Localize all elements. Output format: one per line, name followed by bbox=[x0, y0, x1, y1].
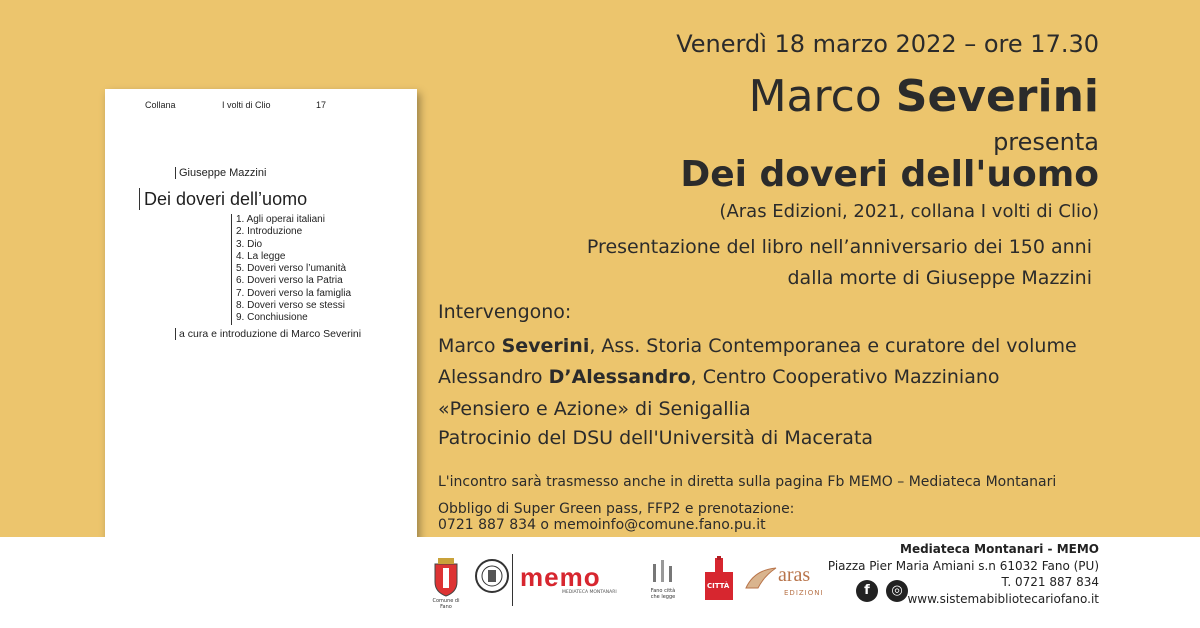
book-series-name: I volti di Clio bbox=[222, 100, 271, 110]
speaker-last-name: Severini bbox=[895, 71, 1099, 122]
presents-label: presenta bbox=[993, 128, 1099, 156]
book-author: Giuseppe Mazzini bbox=[175, 167, 266, 179]
speaker-2-role: , Centro Cooperativo Mazziniano bbox=[690, 366, 1000, 388]
speaker-2 bbox=[438, 366, 1000, 388]
toc-item: 8. Doveri verso se stessi bbox=[236, 300, 345, 312]
partner-logos bbox=[432, 552, 842, 612]
book-cover-title: Dei doveri dell’uomo bbox=[139, 188, 307, 210]
book-curator: a cura e introduzione di Marco Severini bbox=[175, 328, 361, 340]
speaker-1 bbox=[438, 335, 1077, 357]
aras-logo-caption: EDIZIONI bbox=[784, 589, 824, 597]
toc-item: 4. La legge bbox=[236, 250, 286, 262]
citta-logo-icon bbox=[704, 556, 734, 602]
event-intro-line2: dalla morte di Giuseppe Mazzini bbox=[787, 267, 1092, 289]
toc-item: 1. Agli operai italiani bbox=[236, 214, 325, 225]
speaker-1-first: Marco bbox=[438, 335, 496, 357]
speakers-heading: Intervengono: bbox=[438, 301, 572, 323]
library-seal-icon bbox=[474, 558, 510, 594]
memo-logo: memo bbox=[520, 562, 601, 592]
speaker-2-last: D’Alessandro bbox=[548, 366, 691, 388]
fano-citta-legge-caption: Fano città che legge bbox=[650, 588, 676, 600]
citta-logo-text: CITTÀ bbox=[707, 582, 730, 590]
event-book-title: Dei doveri dell'uomo bbox=[680, 154, 1099, 195]
fano-citta-legge-icon bbox=[650, 558, 676, 586]
toc-item: 3. Dio bbox=[236, 238, 263, 250]
instagram-icon[interactable]: ◎ bbox=[886, 580, 908, 602]
speaker-1-role: , Ass. Storia Contemporanea e curatore del volume bbox=[589, 335, 1077, 357]
aras-wing-icon bbox=[744, 566, 778, 590]
patronage: Patrocinio del DSU dell'Università di Macerata bbox=[438, 427, 874, 449]
facebook-icon[interactable]: f bbox=[856, 580, 878, 602]
book-cover bbox=[105, 89, 417, 567]
speaker-1-last: Severini bbox=[501, 335, 590, 357]
logo-divider bbox=[512, 554, 513, 606]
book-series-number: 17 bbox=[316, 100, 327, 110]
toc-item: 7. Doveri verso la famiglia bbox=[236, 287, 352, 299]
toc-item: 6. Doveri verso la Patria bbox=[236, 275, 343, 287]
venue-name: Mediateca Montanari - MEMO bbox=[900, 542, 1099, 556]
toc-item: 2. Introduzione bbox=[236, 226, 303, 238]
speaker-2-first: Alessandro bbox=[438, 366, 543, 388]
venue-address: Piazza Pier Maria Amiani s.n 61032 Fano (PU) bbox=[827, 559, 1099, 573]
book-toc bbox=[231, 214, 351, 325]
speaker-first-name: Marco bbox=[748, 71, 882, 122]
comune-fano-caption: Comune di Fano bbox=[432, 598, 460, 610]
event-date: Venerdì 18 marzo 2022 – ore 17.30 bbox=[676, 30, 1099, 58]
comune-fano-crest-icon bbox=[432, 558, 460, 602]
website-link[interactable]: www.sistemabibliotecariofano.it bbox=[907, 592, 1099, 606]
contact-info: 0721 887 834 o memoinfo@comune.fano.pu.it bbox=[438, 517, 766, 533]
toc-item: 9. Conchiusione bbox=[236, 312, 308, 324]
memo-logo-caption: MEDIATECA MONTANARI bbox=[562, 590, 617, 595]
book-series-label: Collana bbox=[145, 100, 176, 110]
toc-item: 5. Doveri verso l’umanità bbox=[236, 263, 347, 275]
event-publisher: (Aras Edizioni, 2021, collana I volti di Clio) bbox=[719, 201, 1099, 222]
event-intro-line1: Presentazione del libro nell’anniversario dei 150 anni bbox=[586, 236, 1092, 258]
speaker-2-role-cont: «Pensiero e Azione» di Senigallia bbox=[438, 398, 751, 420]
requirements-note: Obbligo di Super Green pass, FFP2 e prenotazione: bbox=[438, 501, 795, 517]
aras-logo: aras bbox=[778, 564, 811, 586]
stream-note: L'incontro sarà trasmesso anche in diretta sulla pagina Fb MEMO – Mediateca Montanari bbox=[438, 474, 1057, 490]
event-speaker bbox=[749, 70, 1099, 124]
venue-phone: T. 0721 887 834 bbox=[1001, 575, 1099, 589]
